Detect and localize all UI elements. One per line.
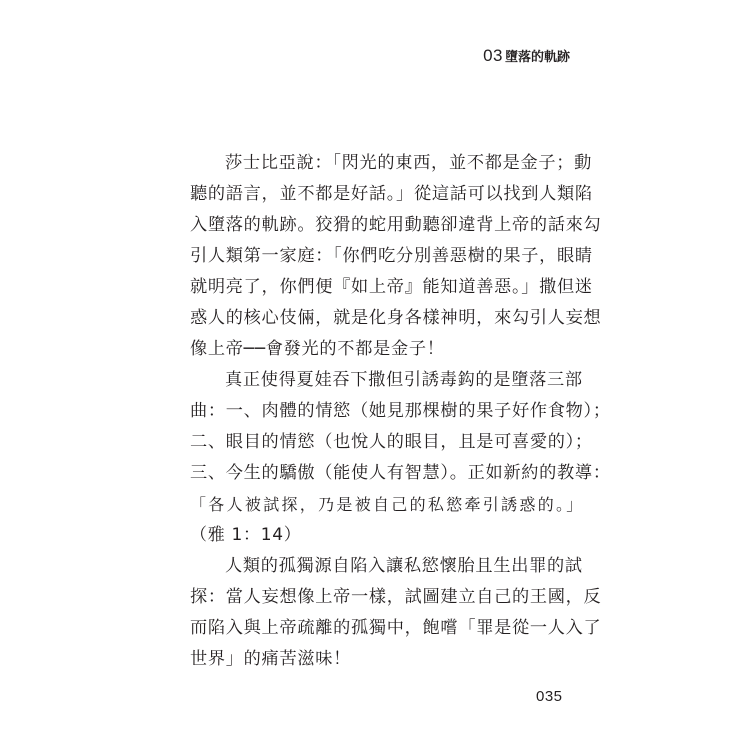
- text-line: 曲：一、肉體的情慾（她見那棵樹的果子好作食物）；: [190, 401, 611, 421]
- scripture-reference: （雅 1：14）: [190, 525, 302, 545]
- text-line: 惑人的核心伎倆，就是化身各樣神明，來勾引人妄想: [190, 308, 602, 328]
- paragraph: [190, 148, 602, 365]
- text-line: 而陷入與上帝疏離的孤獨中，飽嚐「罪是從一人入了: [190, 618, 602, 638]
- running-header: [483, 46, 570, 66]
- text-line: 聽的語言，並不都是好話。」從這話可以找到人類陷: [190, 184, 593, 204]
- paragraph: [190, 551, 602, 675]
- text-line: 真正使得夏娃吞下撒但引誘毒鈎的是墮落三部: [225, 370, 583, 390]
- text-line: 世界」的痛苦滋味！: [190, 649, 351, 669]
- text-line: 入墮落的軌跡。狡猾的蛇用動聽卻違背上帝的話來勾: [190, 215, 602, 235]
- text-line: 引人類第一家庭：「你們吃分別善惡樹的果子，眼睛: [190, 246, 593, 266]
- text-line: 就明亮了，你們便『如上帝』能知道善惡。」撒但迷: [190, 277, 593, 297]
- chapter-number: 03: [483, 46, 503, 65]
- chapter-title: 墮落的軌跡: [504, 50, 570, 65]
- text-line: 三、今生的驕傲（能使人有智慧）。正如新約的教導：: [190, 463, 611, 483]
- paragraph: [190, 365, 611, 551]
- body-text: [190, 148, 611, 675]
- text-line: 人類的孤獨源自陷入讓私慾懷胎且生出罪的試: [225, 556, 583, 576]
- scripture-quote-line: 「各人被試探，乃是被自己的私慾牽引誘惑的。」: [190, 495, 585, 514]
- text-line: 像上帝──會發光的不都是金子！: [190, 339, 445, 359]
- text-line: 二、眼目的情慾（也悅人的眼目，且是可喜愛的）；: [190, 432, 593, 452]
- text-line: 莎士比亞說：「閃光的東西，並不都是金子；動: [225, 153, 593, 173]
- text-line: 探：當人妄想像上帝一樣，試圖建立自己的王國，反: [190, 587, 602, 607]
- page-number: 035: [536, 688, 563, 705]
